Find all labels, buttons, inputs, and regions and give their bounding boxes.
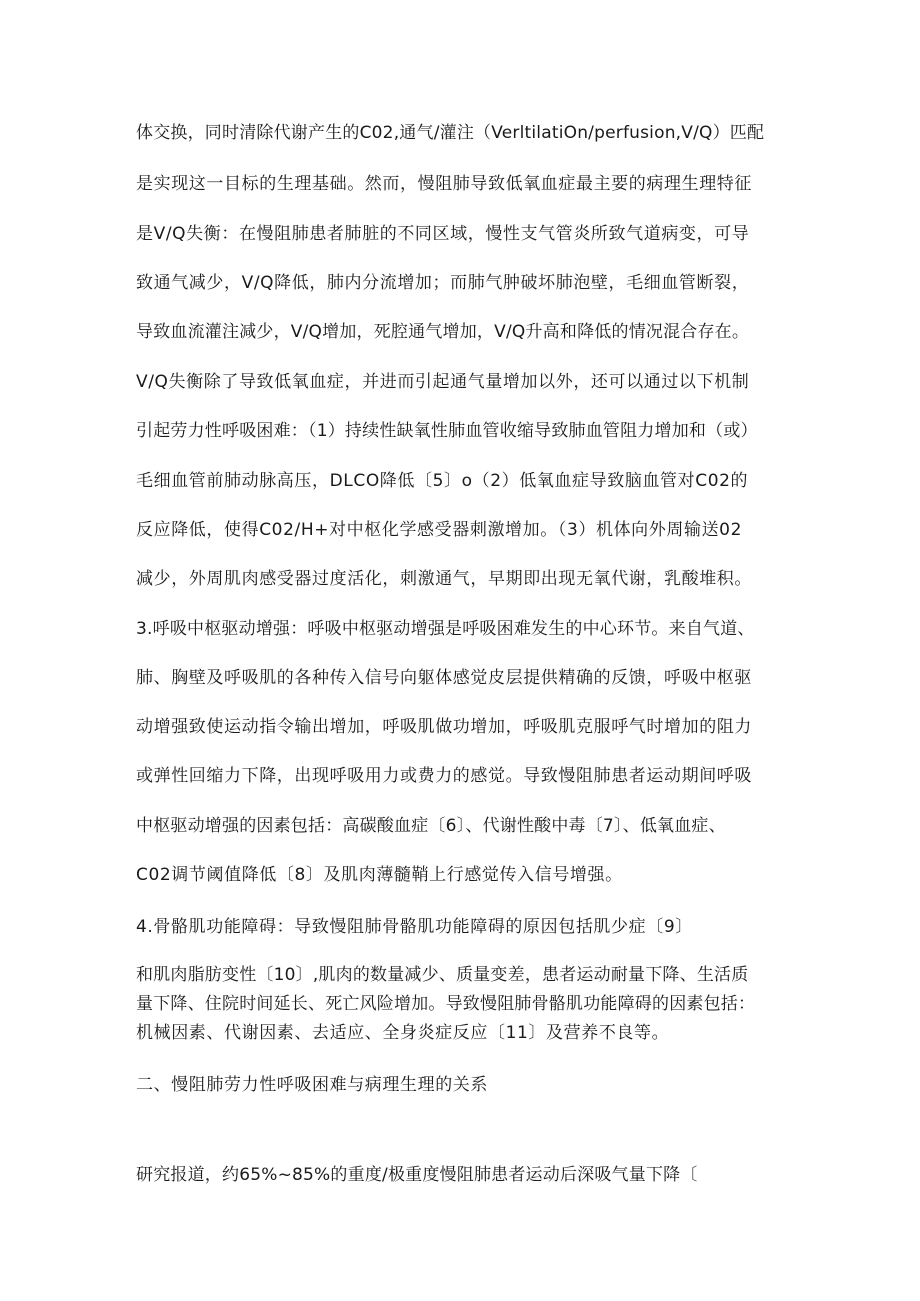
text-line: 导致血流灌注减少，V/Q增加，死腔通气增加，V/Q升高和降低的情况混合存在。 <box>136 322 750 342</box>
text-line: 或弹性回缩力下降，出现呼吸用力或费力的感觉。导致慢阻肺患者运动期间呼吸 <box>136 766 752 786</box>
text-line: 肺、胸壁及呼吸肌的各种传入信号向躯体感觉皮层提供精确的反馈，呼吸中枢驱 <box>136 668 752 688</box>
text-line: 是V/Q失衡：在慢阻肺患者肺脏的不同区域，慢性支气管炎所致气道病变，可导 <box>136 224 750 244</box>
text-line: 动增强致使运动指令输出增加，呼吸肌做功增加，呼吸肌克服呼气时增加的阻力 <box>136 717 752 737</box>
text-line: 机械因素、代谢因素、去适应、全身炎症反应〔11〕及营养不良等。 <box>136 1023 670 1043</box>
text-line: 致通气减少，V/Q降低，肺内分流增加；而肺气肿破坏肺泡壁，毛细血管断裂， <box>136 273 750 293</box>
text-line: 毛细血管前肺动脉高压，DLCO降低〔5〕o（2）低氧血症导致脑血管对C02的 <box>136 471 749 491</box>
text-line: 是实现这一目标的生理基础。然而，慢阻肺导致低氧血症最主要的病理生理特征 <box>136 174 752 194</box>
text-line: 3.呼吸中枢驱动增强：呼吸中枢驱动增强是呼吸困难发生的中心环节。来自气道、 <box>136 619 755 639</box>
text-line: 中枢驱动增强的因素包括：高碳酸血症〔6〕、代谢性酸中毒〔7〕、低氧血症、 <box>136 816 726 836</box>
text-line: 4.骨骼肌功能障碍：导致慢阻肺骨骼肌功能障碍的原因包括肌少症〔9〕 <box>136 917 693 937</box>
text-line: 和肌肉脂肪变性〔10〕,肌肉的数量减少、质量变差，患者运动耐量下降、生活质 <box>136 965 749 985</box>
text-line: 体交换，同时清除代谢产生的C02,通气/灌注（VerltilatiOn/perfusion,V/Q）匹配 <box>136 123 765 143</box>
text-line: 减少，外周肌肉感受器过度活化，刺激通气，早期即出现无氧代谢，乳酸堆积。 <box>136 569 752 589</box>
text-line: V/Q失衡除了导致低氧血症，并进而引起通气量增加以外，还可以通过以下机制 <box>136 372 750 392</box>
text-line: 反应降低，使得C02/H+对中枢化学感受器刺激增加。（3）机体向外周输送02 <box>136 520 743 540</box>
section-heading: 二、慢阻肺劳力性呼吸困难与病理生理的关系 <box>136 1075 488 1095</box>
text-line: 量下降、住院时间延长、死亡风险增加。导致慢阻肺骨骼肌功能障碍的因素包括： <box>136 994 756 1014</box>
text-line: 研究报道，约65%~85%的重度/极重度慢阻肺患者运动后深吸气量下降〔 <box>136 1165 698 1185</box>
text-line: 引起劳力性呼吸困难：（1）持续性缺氧性肺血管收缩导致肺血管阻力增加和（或） <box>136 421 758 441</box>
text-line: C02调节阈值降低〔8〕及肌肉薄髓鞘上行感觉传入信号增强。 <box>136 865 623 885</box>
